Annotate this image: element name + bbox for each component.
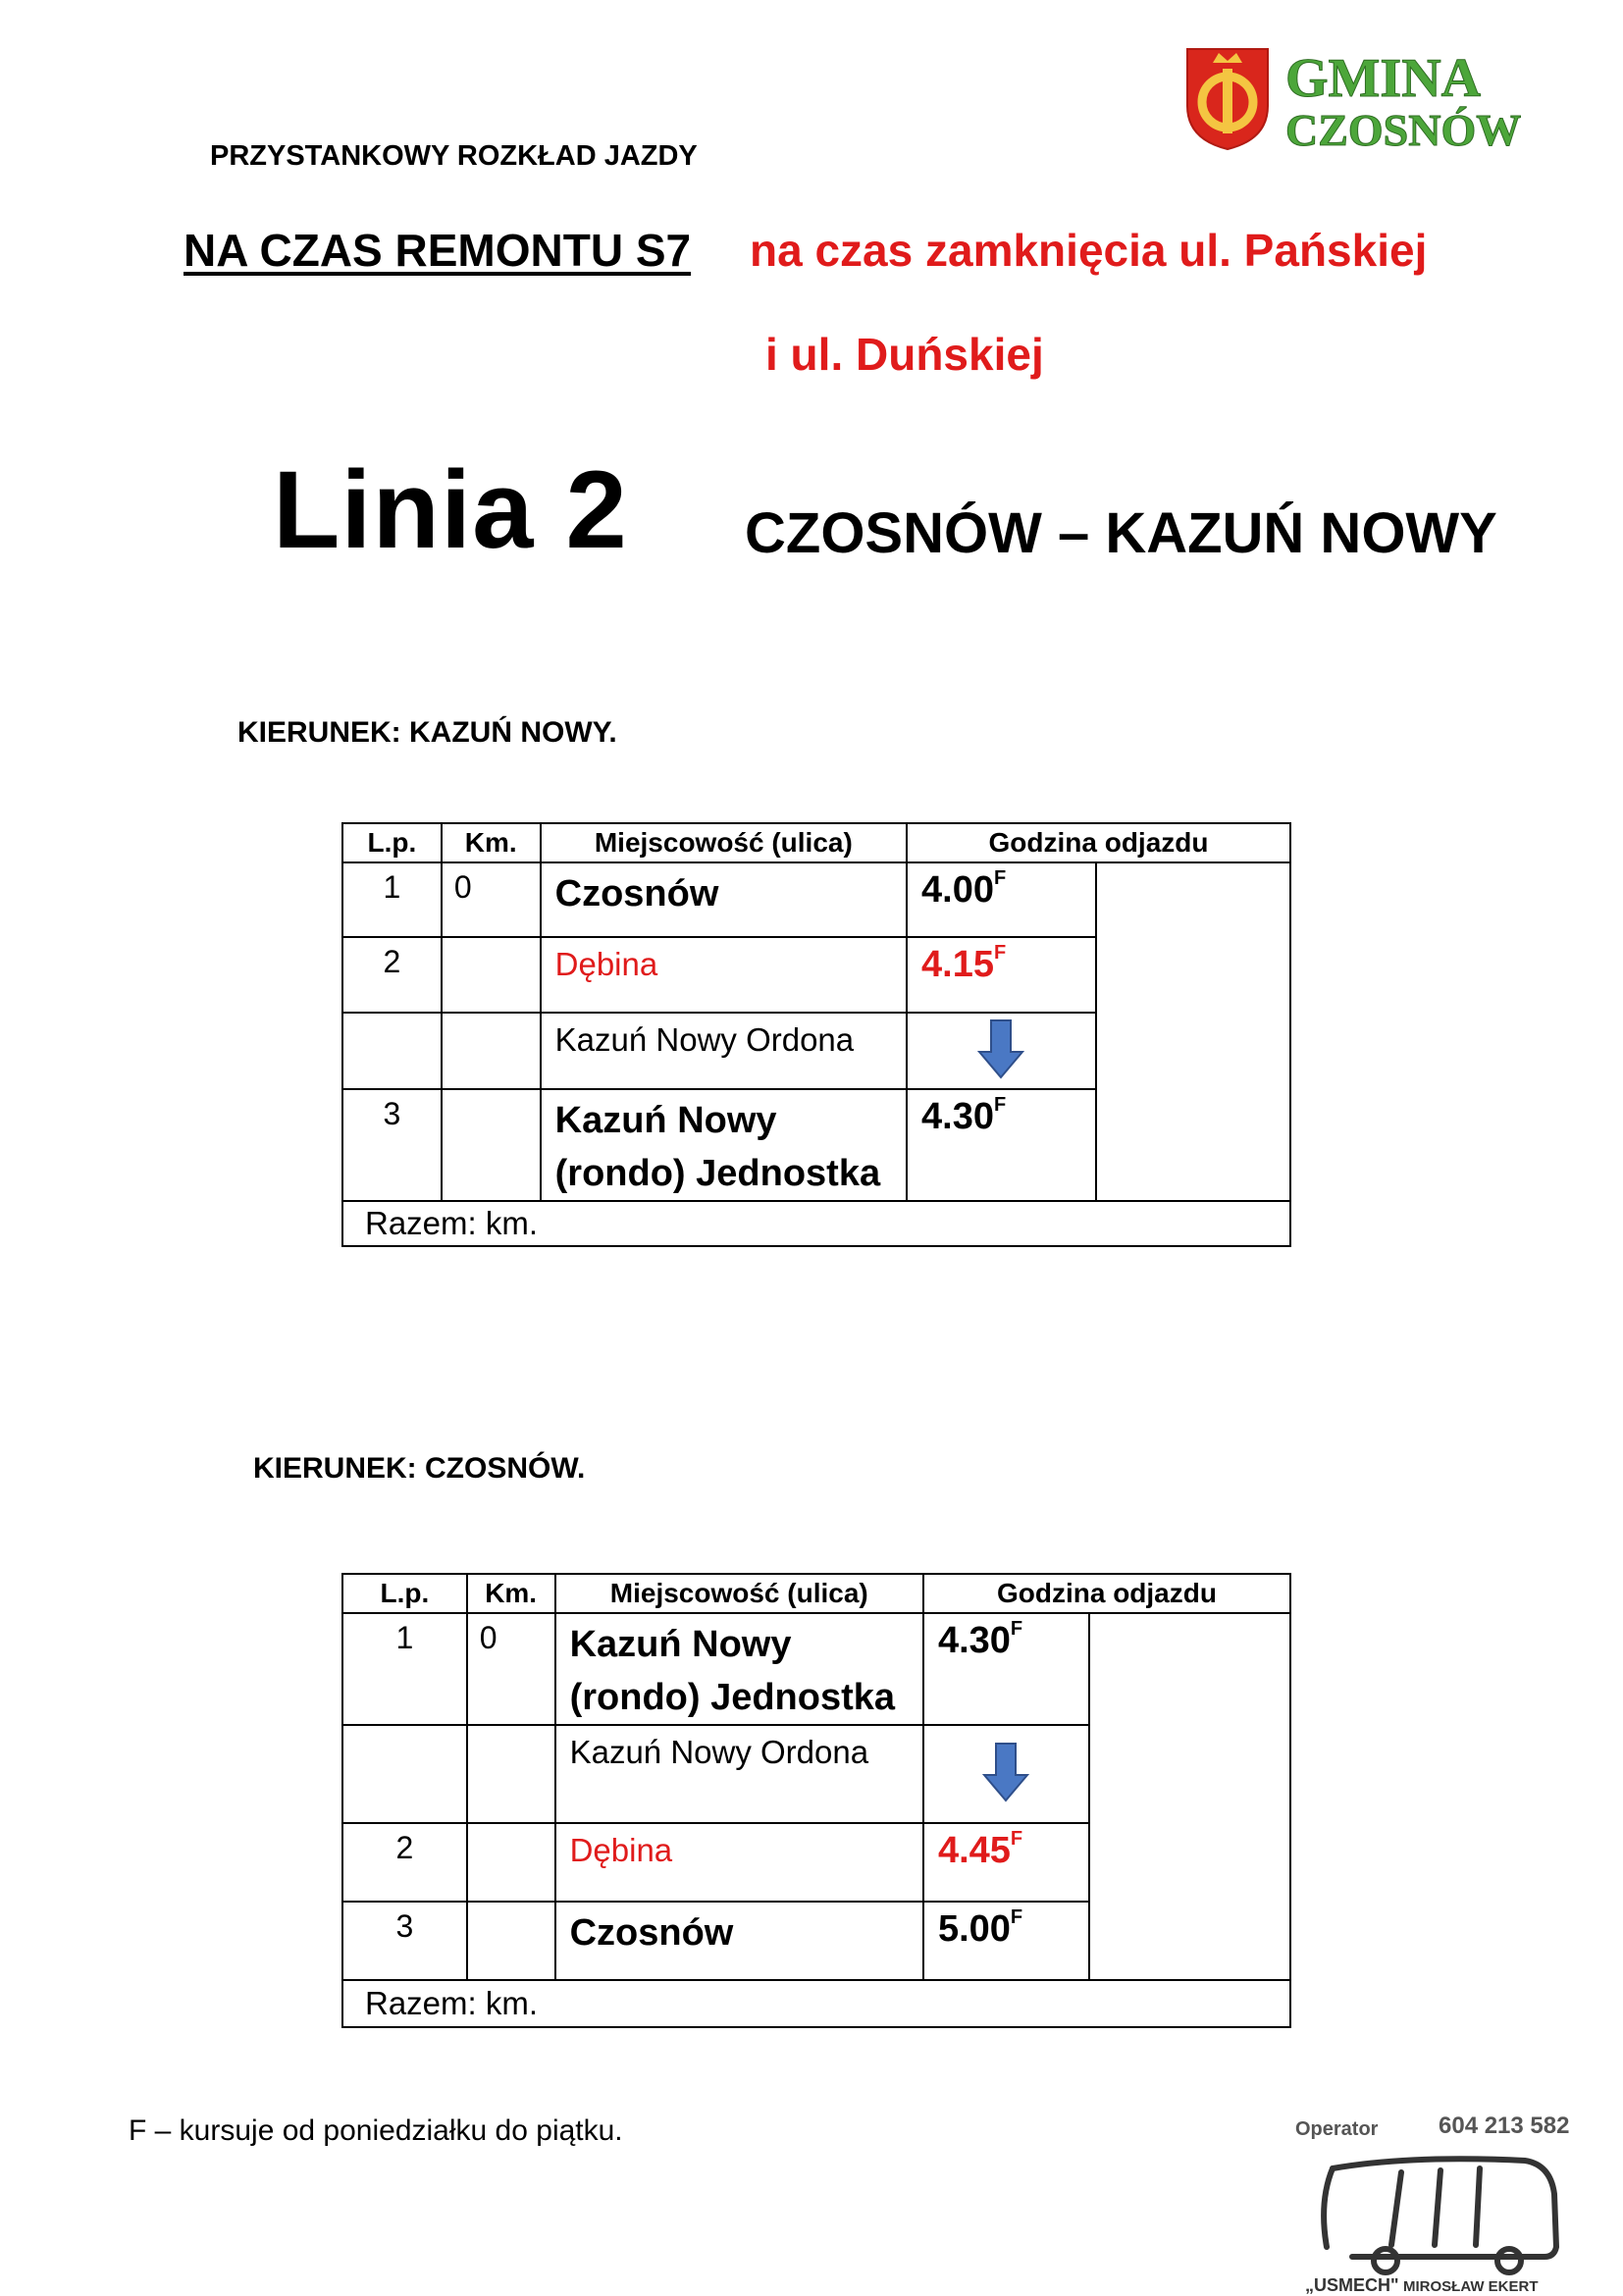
closure-line-1: na czas zamknięcia ul. Pańskiej <box>750 225 1428 276</box>
arrow-down-icon <box>977 1018 1024 1079</box>
row-place: Kazuń Nowy Ordona <box>555 1725 923 1823</box>
row-lp: 1 <box>342 862 442 937</box>
row-place: Dębina <box>541 937 907 1013</box>
row-time <box>923 1725 1089 1823</box>
row-time: $4.45^F$ <box>923 1823 1089 1902</box>
row-lp: 3 <box>342 1089 442 1201</box>
col-lp: L.p. <box>342 823 442 862</box>
total-label: Razem: km. <box>342 1980 1290 2027</box>
row-time: $4.30^F$ <box>907 1089 1096 1201</box>
row-lp: 2 <box>342 1823 467 1902</box>
row-time: $4.15^F$ <box>907 937 1096 1013</box>
row-km <box>442 937 541 1013</box>
row-place: Kazuń Nowy (rondo) Jednostka <box>541 1089 907 1201</box>
closure-line-2: i ul. Duńskiej <box>765 329 1044 380</box>
total-row <box>342 1980 1290 2027</box>
col-place: Miejscowość (ulica) <box>541 823 907 862</box>
col-time: Godzina odjazdu <box>907 823 1290 862</box>
operator-name: „USMECH" <box>1305 2275 1399 2295</box>
row-place: Dębina <box>555 1823 923 1902</box>
route-name: CZOSNÓW – KAZUŃ NOWY <box>745 501 1497 565</box>
row-lp: 1 <box>342 1613 467 1725</box>
total-row <box>342 1201 1290 1246</box>
bus-icon <box>1324 2159 1556 2272</box>
footnote: F – kursuje od poniedziałku do piątku. <box>129 2114 623 2147</box>
empty-cell <box>1089 1613 1290 1980</box>
col-km: Km. <box>442 823 541 862</box>
row-place: Kazuń Nowy Ordona <box>541 1013 907 1089</box>
col-km: Km. <box>467 1574 555 1613</box>
row-km <box>467 1725 555 1823</box>
remont-heading: NA CZAS REMONTU S7 <box>183 225 692 276</box>
direction-label-1: KIERUNEK: KAZUŃ NOWY. <box>237 716 617 749</box>
row-time: $4.00^F$ <box>907 862 1096 937</box>
row-time <box>907 1013 1096 1089</box>
row-place: Kazuń Nowy (rondo) Jednostka <box>555 1613 923 1725</box>
row-time: $4.30^F$ <box>923 1613 1089 1725</box>
timetable-1 <box>341 822 1291 1247</box>
col-time: Godzina odjazdu <box>923 1574 1290 1613</box>
operator-logo <box>1293 2100 1588 2296</box>
row-km <box>442 1089 541 1201</box>
row-lp <box>342 1725 467 1823</box>
row-time: $5.00^F$ <box>923 1902 1089 1980</box>
row-km <box>467 1902 555 1980</box>
col-place: Miejscowość (ulica) <box>555 1574 923 1613</box>
gmina-logo <box>1183 45 1546 153</box>
row-km <box>442 1013 541 1089</box>
logo-text-2: CZOSNÓW <box>1285 105 1522 153</box>
col-lp: L.p. <box>342 1574 467 1613</box>
table-row <box>342 1613 1290 1725</box>
row-place: Czosnów <box>555 1902 923 1980</box>
empty-cell <box>1096 862 1290 1201</box>
operator-phone: 604 213 582 <box>1439 2113 1570 2139</box>
logo-text-1: GMINA <box>1285 48 1482 109</box>
table-row <box>342 862 1290 937</box>
row-place: Czosnów <box>541 862 907 937</box>
arrow-down-icon <box>982 1742 1029 1802</box>
direction-label-2: KIERUNEK: CZOSNÓW. <box>253 1452 586 1485</box>
table-header <box>342 823 1290 862</box>
table-header <box>342 1574 1290 1613</box>
row-km: 0 <box>442 862 541 937</box>
row-km <box>467 1823 555 1902</box>
line-number: Linia 2 <box>273 448 628 571</box>
row-lp <box>342 1013 442 1089</box>
total-label: Razem: km. <box>342 1201 1290 1246</box>
row-lp: 3 <box>342 1902 467 1980</box>
operator-owner: MIROSŁAW EKERT <box>1403 2278 1539 2295</box>
row-km: 0 <box>467 1613 555 1725</box>
pre-title: PRZYSTANKOWY ROZKŁAD JAZDY <box>210 140 698 172</box>
coat-of-arms-icon <box>1187 49 1268 149</box>
row-lp: 2 <box>342 937 442 1013</box>
operator-label: Operator <box>1295 2118 1379 2140</box>
timetable-2 <box>341 1573 1291 2028</box>
